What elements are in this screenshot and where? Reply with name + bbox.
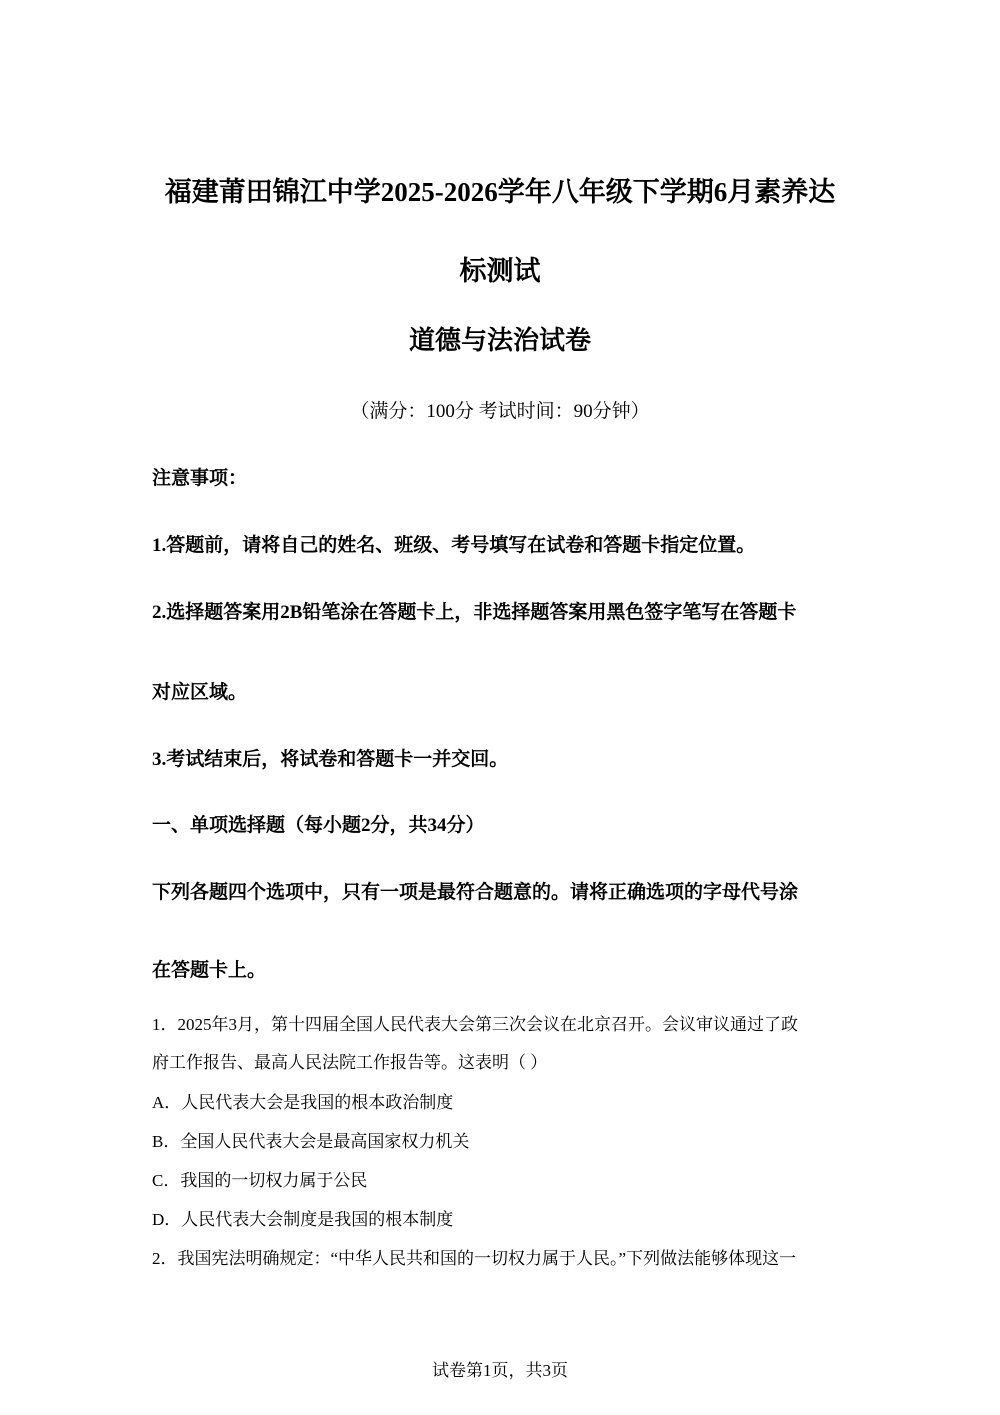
note-item-3: 3.考试结束后，将试卷和答题卡一并交回。 xyxy=(152,749,509,770)
question-1-stem-line2: 府工作报告、最高人民法院工作报告等。这表明（ ） xyxy=(152,1053,548,1072)
section-instruction-line2: 在答题卡上。 xyxy=(152,960,267,981)
note-item-2-continued: 对应区域。 xyxy=(152,682,248,703)
question-2-stem-line1: 2．我国宪法明确规定：“中华人民共和国的一切权力属于人民。”下列做法能够体现这一 xyxy=(152,1249,797,1268)
question-1-option-c: C．我国的一切权力属于公民 xyxy=(152,1171,368,1190)
document-title-line1: 福建莆田锦江中学2025-2026学年八年级下学期6月素养达 xyxy=(164,177,836,207)
note-item-2: 2.选择题答案用2B铅笔涂在答题卡上，非选择题答案用黑色签字笔写在答题卡 xyxy=(152,602,797,623)
question-1-option-d: D．人民代表大会制度是我国的根本制度 xyxy=(152,1210,454,1229)
score-info: （满分：100分 考试时间：90分钟） xyxy=(350,401,650,422)
page-footer: 试卷第1页，共3页 xyxy=(432,1361,568,1380)
document-title-line2: 标测试 xyxy=(459,256,541,286)
question-1-option-a: A．人民代表大会是我国的根本政治制度 xyxy=(152,1093,454,1112)
section-heading: 一、单项选择题（每小题2分，共34分） xyxy=(152,815,485,836)
section-instruction-line1: 下列各题四个选项中，只有一项是最符合题意的。请将正确选项的字母代号涂 xyxy=(152,882,799,903)
question-1-option-b: B．全国人民代表大会是最高国家权力机关 xyxy=(152,1132,470,1151)
note-item-1: 1.答题前，请将自己的姓名、班级、考号填写在试卷和答题卡指定位置。 xyxy=(152,535,756,556)
document-subtitle: 道德与法治试卷 xyxy=(408,326,591,355)
notes-heading: 注意事项： xyxy=(152,468,248,489)
question-1-stem-line1: 1．2025年3月，第十四届全国人民代表大会第三次会议在北京召开。会议审议通过了政 xyxy=(152,1015,798,1034)
